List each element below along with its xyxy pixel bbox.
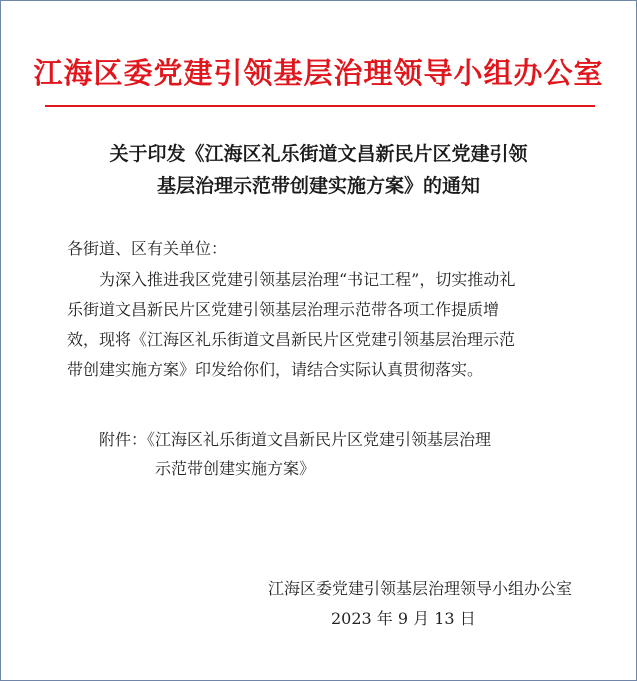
masthead-title: 江海区委党建引领基层治理领导小组办公室 [33,56,604,90]
salutation: 各街道、区有关单位： [67,239,228,258]
body-line-4: 带创建实施方案》印发给你们，请结合实际认真贯彻落实。 [67,360,484,379]
attachment-line-2: 示范带创建实施方案》 [155,459,316,478]
document-title-line-1: 关于印发《江海区礼乐街道文昌新民片区党建引领 [109,143,528,165]
document-title-line-2: 基层治理示范带创建实施方案》的通知 [156,175,480,197]
signature-date: 2023 年 9 月 13 日 [331,609,476,628]
document-title [1,138,636,202]
signature-issuer: 江海区委党建引领基层治理领导小组办公室 [267,579,572,598]
attachment-note [99,425,491,483]
body-line-2: 乐街道文昌新民片区党建引领基层治理示范带各项工作提质增 [67,300,500,319]
attachment-line-1: 附件：《江海区礼乐街道文昌新民片区党建引领基层治理 [99,430,492,449]
body-line-1: 为深入推进我区党建引领基层治理“书记工程”，切实推动礼 [99,270,516,289]
masthead-red-rule [45,105,595,107]
body-paragraph [67,265,579,385]
body-line-3: 效，现将《江海区礼乐街道文昌新民片区党建引领基层治理示范 [67,330,516,349]
